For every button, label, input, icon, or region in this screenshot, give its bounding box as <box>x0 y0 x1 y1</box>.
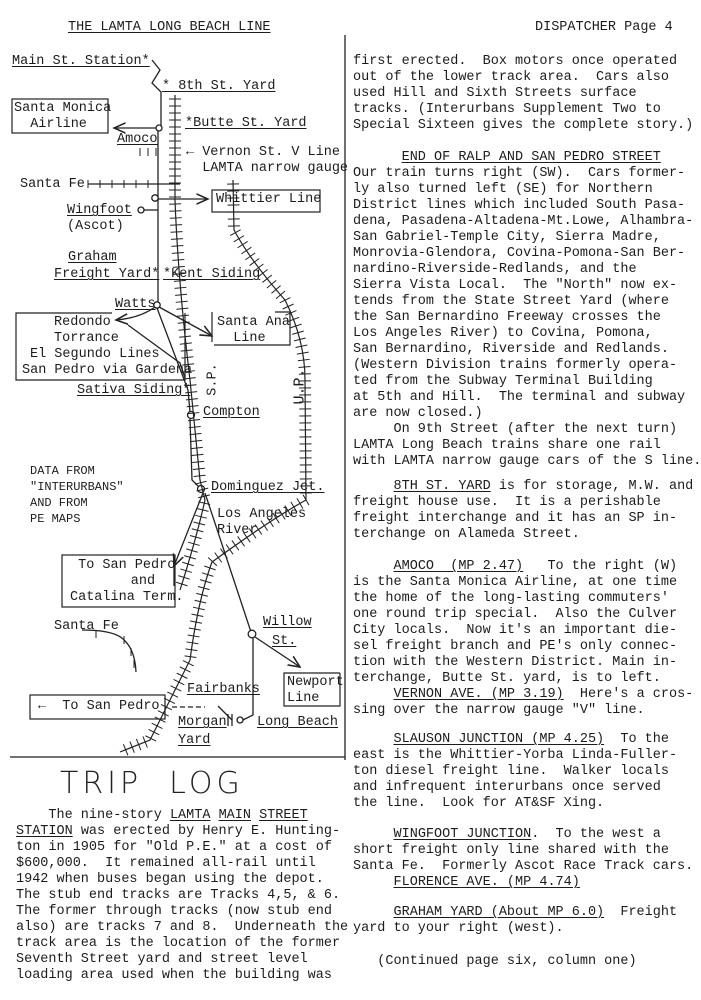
text-line: loading area used when the building was <box>16 968 332 983</box>
label-line: and <box>130 574 156 589</box>
rail-tie-mark <box>234 236 244 242</box>
rail-tie-mark <box>175 294 187 295</box>
text-segment: To the <box>604 732 669 747</box>
label-line: "INTERURBANS" <box>30 480 124 494</box>
rail-tie-mark <box>215 553 222 563</box>
santa-monica-airline-label <box>14 101 111 133</box>
rail-tie-mark <box>164 698 175 703</box>
sativa-siding-label: Sativa Siding* <box>77 383 191 398</box>
text-line: (Western Division trains formerly opera- <box>353 358 678 373</box>
el-segundo-label: El Segundo Lines <box>30 347 160 362</box>
text-segment: The nine-story <box>16 808 170 823</box>
underlined-heading: STATION <box>16 824 73 839</box>
rail-tie-mark <box>169 211 181 212</box>
rail-tie-mark <box>230 230 240 236</box>
text-line: Seventh Street yard and street level <box>16 952 308 967</box>
text-line <box>353 150 701 166</box>
text-segment <box>353 559 394 574</box>
rail-tie-mark <box>192 461 204 462</box>
text-line: City locals. Now it's an important die- <box>353 623 678 638</box>
rail-tie-mark <box>161 704 172 709</box>
text-segment <box>353 732 394 747</box>
text-line: District lines which included South Pasa- <box>353 198 686 213</box>
text-line: the home of the long-lasting commuters' <box>353 591 669 606</box>
text-line: Los Angeles River) to Covina, Pomona, <box>353 326 653 341</box>
up-label: U.P. <box>291 368 309 405</box>
paragraph-end-of-ralp <box>353 150 701 470</box>
text-line: sing over the narrow gauge "V" line. <box>353 703 645 718</box>
catalina-label <box>70 558 183 606</box>
label-line: Newport <box>287 675 344 690</box>
text-line <box>353 732 677 748</box>
text-segment <box>353 150 402 165</box>
text-line: San Bernardino, Riverside and Redlands. <box>353 342 669 357</box>
rail-tie-mark <box>155 717 166 722</box>
rail-tie-mark <box>149 729 160 734</box>
rail-tie-mark <box>170 686 181 691</box>
page-number-label: DISPATCHER Page 4 <box>535 20 673 35</box>
text-line: used Hill and Sixth Streets surface <box>353 86 637 101</box>
santa-fe-branch <box>82 630 136 672</box>
label-line: ← Vernon St. V Line <box>186 145 340 160</box>
rail-tie-mark <box>178 329 190 330</box>
compton-label: Compton <box>203 405 260 420</box>
paragraph-graham-yard <box>353 905 677 937</box>
text-line: ton in 1905 for "Old P.E." at a cost of <box>16 840 332 855</box>
rail-tie-mark <box>280 298 291 303</box>
underlined-heading: 8TH ST. YARD <box>393 479 491 494</box>
rail-tie-mark <box>271 286 280 294</box>
label-line: Wingfoot <box>67 203 132 218</box>
vernon-note <box>186 145 348 177</box>
label-line: To San Pedro <box>78 558 176 573</box>
text-line: terchange, Butte St. yard, is to left. <box>353 671 661 686</box>
text-line: the line. Look for AT&SF Xing. <box>353 796 605 811</box>
text-line <box>353 827 693 843</box>
paragraph-intro-continued <box>353 54 693 134</box>
underlined-heading: GRAHAM YARD (About MP 6.0) <box>393 905 605 920</box>
rail-tie-mark <box>174 679 185 684</box>
rail-tie-mark <box>145 736 156 741</box>
text-line <box>353 875 693 891</box>
text-line: The stub end tracks are Tracks 4,5, & 6. <box>16 888 341 903</box>
text-line: freight house use. It is a perishable <box>353 495 661 510</box>
text-line <box>353 905 677 921</box>
text-segment <box>353 827 394 842</box>
text-line: terchange on Alameda Street. <box>353 527 580 542</box>
long-beach-label: Long Beach <box>257 715 339 730</box>
text-line: one round trip special. Also the Culver <box>353 607 678 622</box>
text-line: (Continued page six, column one) <box>353 954 637 969</box>
rail-tie-mark <box>181 350 193 351</box>
main-st-station-label <box>12 54 150 70</box>
underlined-heading: END OF RALP AND SAN PEDRO STREET <box>401 150 661 165</box>
text-line: tends from the State Street Yard (where <box>353 294 669 309</box>
underlined-heading: LAMTA <box>169 808 211 823</box>
label-line: Los Angeles <box>217 507 307 522</box>
text-line: the San Bernardino Freeway crosses the <box>353 310 661 325</box>
rail-tie-mark <box>191 447 203 448</box>
text-line: The former through tracks (now stub end <box>16 904 332 919</box>
text-line: ted from the Subway Terminal Building <box>353 374 653 389</box>
underlined-heading: SLAUSON JUNCTION (MP 4.25) <box>393 732 605 747</box>
rail-tie-mark <box>283 304 294 309</box>
rail-tie-mark <box>170 218 182 219</box>
morgan-yard-label: Yard <box>178 733 211 748</box>
text-line: is the Santa Monica Airline, at one time <box>353 575 678 590</box>
text-segment <box>353 687 394 702</box>
butte-st-yard-label: *Butte St. Yard <box>185 116 307 131</box>
text-segment <box>353 479 394 494</box>
continued-note <box>353 954 637 970</box>
label-line: River <box>217 523 258 538</box>
text-line: freight interchange and it has an SP in- <box>353 511 678 526</box>
rail-tie-mark <box>194 475 206 476</box>
label-text: Main St. Station* <box>12 54 150 69</box>
text-segment: . To the west a <box>531 827 661 842</box>
santa-ana-line-label <box>217 315 290 347</box>
rail-tie-mark <box>181 357 193 358</box>
page-title: THE LAMTA LONG BEACH LINE <box>68 20 271 35</box>
text-line: and infrequent interurbans once served <box>353 780 661 795</box>
rail-tie-mark <box>193 468 205 469</box>
text-segment: To the right (W) <box>523 559 678 574</box>
text-line: Special Sixteen gives the complete story.) <box>353 118 694 133</box>
rail-tie-mark <box>167 692 178 697</box>
rail-tie-mark <box>170 225 182 226</box>
wingfoot-label <box>67 203 132 235</box>
underlined-heading: VERNON AVE. (MP 3.19) <box>393 687 564 702</box>
text-line: sel freight branch and PE's only connec- <box>353 639 678 654</box>
rail-tie-mark <box>262 275 271 282</box>
rail-tie-mark <box>176 308 188 309</box>
text-segment <box>210 808 218 823</box>
label-line: Line <box>233 331 266 346</box>
rail-tie-mark <box>226 544 233 554</box>
label-line: DATA FROM <box>30 464 95 478</box>
rail-tie-mark <box>177 315 189 316</box>
text-line: with LAMTA narrow gauge cars of the S line. <box>353 454 701 469</box>
willow-st-label: St. <box>272 634 297 649</box>
torrance-label: Torrance <box>54 331 119 346</box>
rail-tie-mark <box>158 711 169 716</box>
rail-tie-mark <box>152 723 163 728</box>
rail-tie-mark <box>172 253 184 254</box>
rail-tie-mark <box>190 440 202 441</box>
underlined-heading: AMOCO (MP 2.47) <box>393 559 524 574</box>
underlined-heading: WINGFOOT JUNCTION <box>393 827 532 842</box>
graham-freight-yard-label: Freight Yard* <box>54 267 160 282</box>
rail-tie-mark <box>189 433 201 434</box>
rail-tie-mark <box>171 232 183 233</box>
text-line <box>353 687 693 703</box>
text-line: east is the Whittier-Yorba Linda-Fuller- <box>353 748 678 763</box>
santa-fe-south-label: Santa Fe <box>54 619 119 634</box>
label-line: LAMTA narrow gauge <box>202 161 349 176</box>
paragraph-8th-st-yard <box>353 479 693 543</box>
label-line: Santa Ana <box>217 315 290 330</box>
rail-tie-mark <box>241 247 251 254</box>
text-line: track area is the location of the former <box>16 936 341 951</box>
text-line: Sierra Vista Local. The "North" now ex- <box>353 278 678 293</box>
paragraph-wingfoot <box>353 827 693 891</box>
rail-tie-mark <box>180 667 191 672</box>
label-line: Line <box>287 691 320 706</box>
to-san-pedro-label: ← To San Pedro <box>38 699 160 714</box>
text-segment: is for storage, M.W. and <box>490 479 694 494</box>
rail-tie-mark <box>298 367 310 368</box>
text-segment <box>353 905 394 920</box>
santa-fe-label: Santa Fe <box>20 177 85 192</box>
amoco-label: Amoco <box>117 132 158 147</box>
rail-tie-mark <box>276 291 285 299</box>
rail-tie-mark <box>232 540 239 550</box>
rail-tie-mark <box>172 259 184 260</box>
label-line: PE MAPS <box>30 512 81 526</box>
text-line: ly also turned left (SE) for Northern <box>353 182 653 197</box>
text-line: On 9th Street (after the next turn) <box>353 422 678 437</box>
sp-label: S.P. <box>205 363 221 396</box>
text-line: are now closed.) <box>353 406 483 421</box>
paragraph-slauson <box>353 732 677 812</box>
rail-tie-mark <box>267 280 276 288</box>
text-line: Monrovia-Glendora, Covina-Pomona-San Ber- <box>353 246 686 261</box>
text-segment <box>353 875 394 890</box>
text-line <box>16 808 348 824</box>
san-pedro-gardena-label: San Pedro via Gardena <box>22 363 193 378</box>
watts-label: Watts <box>115 297 156 312</box>
graham-label: Graham <box>68 250 117 265</box>
kent-siding-label: *Kent Siding <box>163 267 261 282</box>
up-track <box>120 180 306 752</box>
newport-line-label <box>287 675 344 707</box>
label-line: (Ascot) <box>67 219 124 234</box>
rail-tie-mark <box>250 258 260 265</box>
text-line: San Gabriel-Temple City, Sierra Madre, <box>353 230 661 245</box>
eighth-st-yard-label: * 8th St. Yard <box>162 79 276 94</box>
text-line: short freight only line shared with the <box>353 843 669 858</box>
rail-tie-mark <box>238 241 248 247</box>
text-line: 1942 when buses began using the depot. <box>16 872 324 887</box>
text-segment: was erected by Henry E. Hunting- <box>72 824 341 839</box>
rail-tie-mark <box>171 239 183 240</box>
text-line: first erected. Box motors once operated <box>353 54 678 69</box>
rail-tie-mark <box>192 454 204 455</box>
underlined-heading: MAIN <box>218 808 251 823</box>
text-segment: Here's a cros- <box>563 687 694 702</box>
la-river-label <box>217 507 306 539</box>
text-line: yard to your right (west). <box>353 921 564 936</box>
trip-log-text <box>16 808 348 984</box>
paragraph-amoco <box>353 559 693 719</box>
text-line <box>353 479 693 495</box>
text-line: LAMTA Long Beach trains share one rail <box>353 438 661 453</box>
dominguez-jct-label: Dominguez Jct. <box>211 480 325 495</box>
morgan-label: Morgan <box>178 715 227 730</box>
rail-tie-mark <box>176 301 188 302</box>
label-line: Santa Monica <box>14 101 112 116</box>
label-line: Catalina Term. <box>70 590 184 605</box>
text-line: at 5th and Hill. The terminal and subway <box>353 390 686 405</box>
label-line: Airline <box>30 117 87 132</box>
underlined-heading: FLORENCE AVE. (MP 4.74) <box>393 875 580 890</box>
text-segment: Freight <box>604 905 678 920</box>
text-line <box>16 824 348 840</box>
willow-label: Willow <box>263 615 312 630</box>
whittier-line-label: Whittier Line <box>216 192 322 207</box>
text-line: dena, Pasadena-Altadena-Mt.Lowe, Alhambra- <box>353 214 694 229</box>
text-line <box>353 559 693 575</box>
rail-tie-mark <box>183 661 194 666</box>
data-source-note <box>30 463 124 527</box>
text-line: ton diesel freight line. Walker locals <box>353 764 669 779</box>
rail-tie-mark <box>171 246 183 247</box>
label-line: AND FROM <box>30 496 88 510</box>
redondo-label: Redondo <box>54 315 111 330</box>
text-line: also) are tracks 7 and 8. Underneath the <box>16 920 349 935</box>
rail-tie-mark <box>175 287 187 288</box>
text-segment <box>251 808 259 823</box>
text-line: nardino-Riverside-Redlands, and the <box>353 262 637 277</box>
trip-log-heading: TRIP LOG <box>60 766 244 801</box>
text-line: Our train turns right (SW). Cars former- <box>353 166 686 181</box>
text-line: tion with the Western District. Main in- <box>353 655 678 670</box>
rail-tie-mark <box>180 343 192 344</box>
text-line: $600,000. It remained all-rail until <box>16 856 316 871</box>
rail-tie-mark <box>245 253 255 260</box>
rail-tie-mark <box>187 406 199 407</box>
text-line: out of the lower track area. Cars also <box>353 70 669 85</box>
rail-tie-mark <box>177 673 188 678</box>
text-line: tracks. (Interurbans Supplement Two to <box>353 102 661 117</box>
underlined-heading: STREET <box>259 808 308 823</box>
text-line: Santa Fe. Formerly Ascot Race Track cars. <box>353 859 694 874</box>
fairbanks-label: Fairbanks <box>187 682 260 697</box>
